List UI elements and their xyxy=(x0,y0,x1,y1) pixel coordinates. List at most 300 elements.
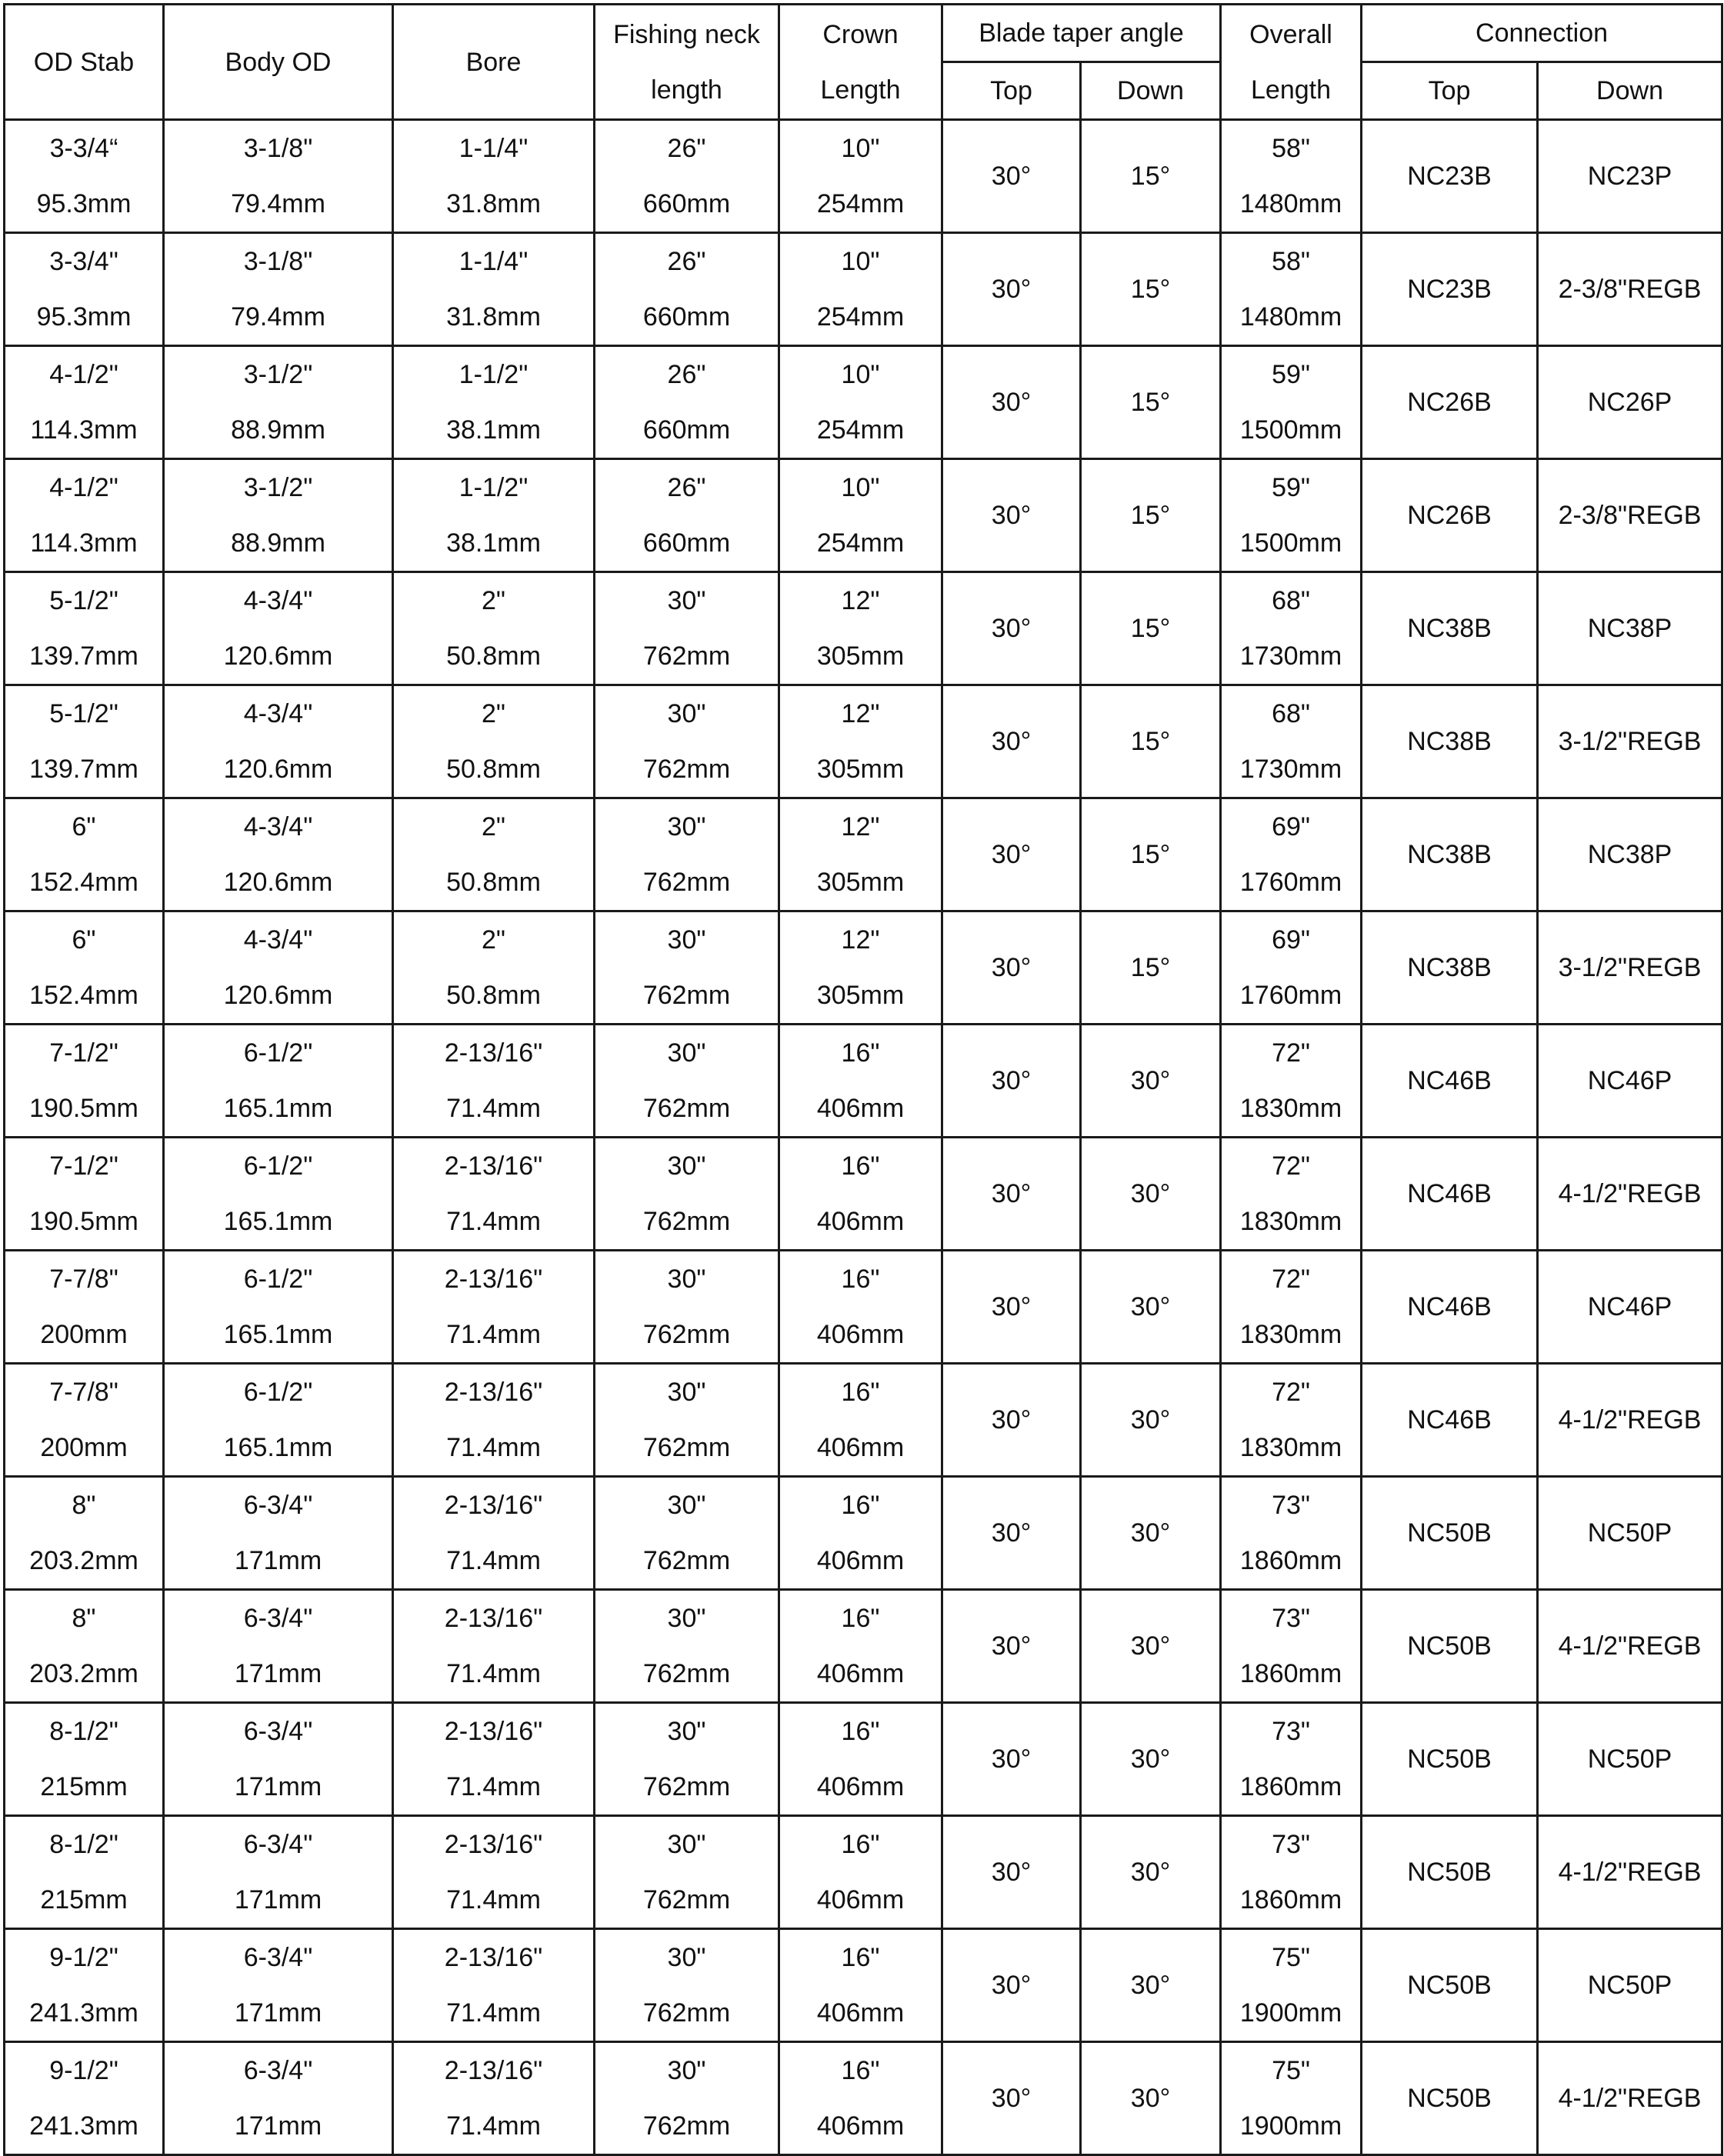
cell-fishing-neck xyxy=(595,798,779,911)
cell-fishing-neck xyxy=(595,1816,779,1929)
cell-od-stab-line1: 8" xyxy=(72,1604,96,1633)
cell-overall-line2: 1900mm xyxy=(1239,1998,1342,2028)
cell-fishing-neck-line2: 660mm xyxy=(642,189,731,218)
table-row xyxy=(5,1138,1722,1251)
cell-od-stab xyxy=(5,1703,164,1816)
cell-body-od xyxy=(164,120,393,233)
cell-body-od-line1: 3-1/8" xyxy=(243,247,313,276)
header-conn-top: Top xyxy=(1362,62,1538,120)
table-row xyxy=(5,1251,1722,1364)
table-row xyxy=(5,1025,1722,1138)
cell-overall-line2: 1900mm xyxy=(1239,2111,1342,2141)
cell-body-od-line2: 165.1mm xyxy=(223,1433,333,1462)
cell-bore xyxy=(393,1138,595,1251)
cell-conn-top: NC46B xyxy=(1362,1364,1538,1477)
cell-body-od-line1: 3-1/8" xyxy=(243,134,313,163)
cell-fishing-neck-line2: 762mm xyxy=(642,1659,731,1688)
cell-od-stab-line2: 190.5mm xyxy=(29,1207,138,1236)
cell-bore-line2: 71.4mm xyxy=(446,1998,541,2028)
cell-fishing-neck-line2: 762mm xyxy=(642,1433,731,1462)
cell-taper-top: 30° xyxy=(942,798,1081,911)
cell-crown-line2: 305mm xyxy=(816,755,905,784)
cell-body-od-line1: 4-3/4" xyxy=(243,699,313,728)
cell-od-stab xyxy=(5,1025,164,1138)
cell-od-stab-line2: 114.3mm xyxy=(30,528,138,558)
cell-body-od-line2: 88.9mm xyxy=(231,528,325,558)
cell-bore-line2: 38.1mm xyxy=(446,528,541,558)
cell-overall-line2: 1760mm xyxy=(1239,981,1342,1010)
header-row-1 xyxy=(5,5,1722,62)
cell-bore-line1: 2-13/16" xyxy=(444,1378,543,1407)
cell-fishing-neck xyxy=(595,1929,779,2042)
cell-overall xyxy=(1221,1251,1362,1364)
cell-taper-top: 30° xyxy=(942,1364,1081,1477)
cell-overall-line1: 58" xyxy=(1272,247,1310,276)
cell-fishing-neck-line2: 762mm xyxy=(642,1207,731,1236)
cell-fishing-neck-line2: 762mm xyxy=(642,641,731,671)
cell-overall-line2: 1480mm xyxy=(1239,189,1342,218)
header-fishing-neck xyxy=(595,5,779,120)
cell-bore-line1: 2-13/16" xyxy=(444,1151,543,1181)
cell-conn-down: NC23P xyxy=(1538,120,1722,233)
cell-bore xyxy=(393,1929,595,2042)
cell-fishing-neck xyxy=(595,2042,779,2155)
cell-bore-line2: 71.4mm xyxy=(446,1659,541,1688)
cell-crown-line2: 254mm xyxy=(816,189,905,218)
cell-overall xyxy=(1221,911,1362,1025)
cell-crown xyxy=(779,1590,942,1703)
cell-conn-down: 4-1/2"REGB xyxy=(1538,2042,1722,2155)
cell-fishing-neck xyxy=(595,459,779,572)
cell-fishing-neck-line1: 30" xyxy=(667,1378,706,1407)
cell-taper-down: 30° xyxy=(1081,1703,1221,1816)
cell-overall xyxy=(1221,233,1362,346)
cell-crown-line1: 16" xyxy=(841,1151,880,1181)
cell-crown xyxy=(779,120,942,233)
cell-body-od xyxy=(164,1251,393,1364)
cell-crown-line2: 406mm xyxy=(816,1094,905,1123)
cell-overall xyxy=(1221,346,1362,459)
cell-conn-down: NC38P xyxy=(1538,798,1722,911)
cell-bore xyxy=(393,120,595,233)
cell-overall-line1: 72" xyxy=(1272,1151,1310,1181)
cell-taper-down: 30° xyxy=(1081,2042,1221,2155)
cell-conn-top: NC50B xyxy=(1362,1477,1538,1590)
cell-od-stab-line1: 6" xyxy=(72,812,96,841)
cell-fishing-neck-line1: 26" xyxy=(667,473,706,502)
cell-crown xyxy=(779,798,942,911)
cell-fishing-neck xyxy=(595,1590,779,1703)
cell-body-od xyxy=(164,572,393,685)
table-row xyxy=(5,346,1722,459)
cell-od-stab-line2: 200mm xyxy=(40,1320,128,1349)
cell-taper-top: 30° xyxy=(942,233,1081,346)
cell-od-stab xyxy=(5,2042,164,2155)
cell-overall-line1: 73" xyxy=(1272,1604,1310,1633)
cell-crown xyxy=(779,1816,942,1929)
header-overall xyxy=(1221,5,1362,120)
cell-overall-line2: 1480mm xyxy=(1239,302,1342,332)
cell-fishing-neck xyxy=(595,1364,779,1477)
table-row xyxy=(5,2042,1722,2155)
cell-overall xyxy=(1221,1364,1362,1477)
cell-bore-line2: 71.4mm xyxy=(446,1320,541,1349)
header-connection: Connection xyxy=(1362,5,1722,62)
cell-crown-line2: 406mm xyxy=(816,1998,905,2028)
cell-conn-top: NC23B xyxy=(1362,233,1538,346)
cell-conn-down: NC26P xyxy=(1538,346,1722,459)
cell-taper-down: 15° xyxy=(1081,459,1221,572)
cell-conn-top: NC46B xyxy=(1362,1138,1538,1251)
cell-taper-top: 30° xyxy=(942,2042,1081,2155)
cell-od-stab xyxy=(5,346,164,459)
cell-body-od xyxy=(164,1477,393,1590)
header-blade-taper: Blade taper angle xyxy=(942,5,1221,62)
cell-crown xyxy=(779,1025,942,1138)
cell-overall-line2: 1860mm xyxy=(1239,1659,1342,1688)
cell-conn-top: NC38B xyxy=(1362,911,1538,1025)
cell-body-od-line1: 3-1/2" xyxy=(243,360,313,389)
cell-body-od-line1: 6-3/4" xyxy=(243,1491,313,1520)
cell-bore-line2: 31.8mm xyxy=(446,189,541,218)
cell-body-od-line2: 120.6mm xyxy=(223,868,333,897)
cell-overall-line2: 1860mm xyxy=(1239,1546,1342,1575)
cell-taper-top: 30° xyxy=(942,120,1081,233)
cell-crown-line1: 10" xyxy=(841,247,880,276)
cell-od-stab-line1: 3-3/4“ xyxy=(49,134,118,163)
cell-od-stab-line2: 203.2mm xyxy=(29,1659,138,1688)
cell-fishing-neck-line2: 660mm xyxy=(642,415,731,445)
cell-fishing-neck-line1: 30" xyxy=(667,2056,706,2085)
cell-od-stab-line1: 4-1/2" xyxy=(49,360,118,389)
cell-overall-line1: 68" xyxy=(1272,699,1310,728)
cell-bore-line1: 1-1/2" xyxy=(459,360,529,389)
cell-taper-top: 30° xyxy=(942,346,1081,459)
header-crown-line1: Crown xyxy=(822,19,899,49)
cell-taper-top: 30° xyxy=(942,1251,1081,1364)
cell-taper-top: 30° xyxy=(942,1703,1081,1816)
cell-crown xyxy=(779,1929,942,2042)
cell-fishing-neck-line1: 30" xyxy=(667,1830,706,1859)
cell-od-stab-line2: 190.5mm xyxy=(29,1094,138,1123)
cell-fishing-neck-line2: 762mm xyxy=(642,755,731,784)
cell-conn-top: NC50B xyxy=(1362,1816,1538,1929)
cell-taper-down: 30° xyxy=(1081,1477,1221,1590)
cell-crown xyxy=(779,1364,942,1477)
cell-conn-top: NC50B xyxy=(1362,2042,1538,2155)
cell-body-od-line1: 6-3/4" xyxy=(243,1943,313,1972)
cell-overall-line1: 75" xyxy=(1272,2056,1310,2085)
cell-body-od xyxy=(164,459,393,572)
cell-overall xyxy=(1221,2042,1362,2155)
cell-fishing-neck-line2: 762mm xyxy=(642,1546,731,1575)
cell-bore xyxy=(393,233,595,346)
cell-fishing-neck xyxy=(595,572,779,685)
cell-od-stab xyxy=(5,1364,164,1477)
cell-fishing-neck-line1: 26" xyxy=(667,134,706,163)
cell-overall-line2: 1830mm xyxy=(1239,1320,1342,1349)
cell-od-stab-line2: 241.3mm xyxy=(29,1998,138,2028)
header-body-od: Body OD xyxy=(164,5,393,120)
cell-body-od-line1: 6-1/2" xyxy=(243,1038,313,1068)
cell-overall xyxy=(1221,1703,1362,1816)
cell-overall-line2: 1830mm xyxy=(1239,1094,1342,1123)
cell-od-stab-line1: 5-1/2" xyxy=(49,699,118,728)
cell-crown-line1: 16" xyxy=(841,1717,880,1746)
cell-overall-line1: 69" xyxy=(1272,812,1310,841)
cell-conn-down: NC50P xyxy=(1538,1477,1722,1590)
cell-conn-down: 3-1/2"REGB xyxy=(1538,685,1722,798)
cell-od-stab-line2: 215mm xyxy=(40,1772,128,1801)
cell-fishing-neck xyxy=(595,1703,779,1816)
cell-bore-line1: 2" xyxy=(482,925,505,955)
cell-od-stab-line2: 139.7mm xyxy=(29,641,138,671)
cell-bore xyxy=(393,911,595,1025)
cell-od-stab-line1: 4-1/2" xyxy=(49,473,118,502)
cell-taper-down: 15° xyxy=(1081,911,1221,1025)
cell-overall-line1: 72" xyxy=(1272,1378,1310,1407)
header-fishing-neck-line1: Fishing neck xyxy=(613,19,760,49)
cell-fishing-neck-line2: 660mm xyxy=(642,528,731,558)
cell-overall-line1: 73" xyxy=(1272,1830,1310,1859)
cell-overall-line1: 59" xyxy=(1272,360,1310,389)
header-crown xyxy=(779,5,942,120)
cell-fishing-neck-line2: 660mm xyxy=(642,302,731,332)
cell-crown xyxy=(779,1138,942,1251)
cell-body-od-line1: 6-3/4" xyxy=(243,1604,313,1633)
cell-od-stab-line1: 7-7/8" xyxy=(49,1265,118,1294)
header-bore: Bore xyxy=(393,5,595,120)
cell-bore xyxy=(393,1703,595,1816)
cell-od-stab xyxy=(5,233,164,346)
cell-body-od-line2: 171mm xyxy=(234,1885,322,1914)
cell-bore-line1: 1-1/2" xyxy=(459,473,529,502)
header-od-stab: OD Stab xyxy=(5,5,164,120)
cell-fishing-neck-line2: 762mm xyxy=(642,1885,731,1914)
cell-od-stab xyxy=(5,1138,164,1251)
cell-overall-line1: 69" xyxy=(1272,925,1310,955)
cell-conn-top: NC38B xyxy=(1362,798,1538,911)
cell-bore-line2: 71.4mm xyxy=(446,2111,541,2141)
cell-overall-line1: 73" xyxy=(1272,1491,1310,1520)
cell-fishing-neck-line2: 762mm xyxy=(642,1320,731,1349)
cell-bore-line2: 71.4mm xyxy=(446,1433,541,1462)
cell-body-od xyxy=(164,1138,393,1251)
cell-bore-line1: 1-1/4" xyxy=(459,247,529,276)
cell-od-stab-line1: 9-1/2" xyxy=(49,1943,118,1972)
cell-conn-down: 4-1/2"REGB xyxy=(1538,1816,1722,1929)
cell-overall-line1: 58" xyxy=(1272,134,1310,163)
cell-crown-line2: 305mm xyxy=(816,641,905,671)
cell-fishing-neck-line2: 762mm xyxy=(642,868,731,897)
cell-od-stab xyxy=(5,911,164,1025)
cell-crown-line1: 12" xyxy=(841,812,880,841)
cell-body-od xyxy=(164,1703,393,1816)
cell-fishing-neck xyxy=(595,233,779,346)
cell-body-od xyxy=(164,911,393,1025)
table-header xyxy=(5,5,1722,120)
cell-taper-down: 15° xyxy=(1081,798,1221,911)
cell-fishing-neck-line1: 30" xyxy=(667,1038,706,1068)
cell-bore-line1: 1-1/4" xyxy=(459,134,529,163)
cell-od-stab-line2: 95.3mm xyxy=(36,189,132,218)
cell-taper-down: 30° xyxy=(1081,1929,1221,2042)
cell-crown-line1: 16" xyxy=(841,1491,880,1520)
cell-body-od-line2: 165.1mm xyxy=(223,1207,333,1236)
cell-fishing-neck-line1: 30" xyxy=(667,1265,706,1294)
table-row xyxy=(5,1477,1722,1590)
cell-overall-line2: 1760mm xyxy=(1239,868,1342,897)
cell-taper-top: 30° xyxy=(942,572,1081,685)
cell-overall-line1: 59" xyxy=(1272,473,1310,502)
cell-conn-down: 4-1/2"REGB xyxy=(1538,1590,1722,1703)
cell-bore xyxy=(393,798,595,911)
cell-crown-line2: 406mm xyxy=(816,1320,905,1349)
cell-bore xyxy=(393,1251,595,1364)
cell-taper-top: 30° xyxy=(942,1590,1081,1703)
cell-crown xyxy=(779,911,942,1025)
cell-overall xyxy=(1221,1477,1362,1590)
table-row xyxy=(5,1364,1722,1477)
header-fishing-neck-line2: length xyxy=(651,75,722,105)
cell-crown-line2: 406mm xyxy=(816,1207,905,1236)
cell-body-od-line2: 120.6mm xyxy=(223,641,333,671)
table-row xyxy=(5,459,1722,572)
cell-crown-line1: 10" xyxy=(841,134,880,163)
cell-bore xyxy=(393,572,595,685)
cell-od-stab-line2: 203.2mm xyxy=(29,1546,138,1575)
cell-crown xyxy=(779,1251,942,1364)
cell-od-stab-line2: 200mm xyxy=(40,1433,128,1462)
table-row xyxy=(5,1929,1722,2042)
cell-od-stab-line1: 7-1/2" xyxy=(49,1038,118,1068)
cell-crown-line2: 406mm xyxy=(816,1546,905,1575)
cell-overall-line2: 1500mm xyxy=(1239,528,1342,558)
cell-crown-line2: 305mm xyxy=(816,981,905,1010)
cell-body-od xyxy=(164,1364,393,1477)
cell-crown xyxy=(779,1477,942,1590)
cell-od-stab xyxy=(5,120,164,233)
cell-bore-line1: 2" xyxy=(482,586,505,615)
cell-conn-down: 2-3/8"REGB xyxy=(1538,233,1722,346)
cell-od-stab-line1: 7-7/8" xyxy=(49,1378,118,1407)
cell-body-od xyxy=(164,685,393,798)
cell-overall xyxy=(1221,1929,1362,2042)
cell-conn-top: NC26B xyxy=(1362,459,1538,572)
cell-body-od-line1: 3-1/2" xyxy=(243,473,313,502)
cell-fishing-neck-line1: 30" xyxy=(667,925,706,955)
header-crown-line2: Length xyxy=(820,75,901,105)
cell-bore xyxy=(393,2042,595,2155)
cell-bore-line2: 50.8mm xyxy=(446,981,541,1010)
cell-bore-line1: 2-13/16" xyxy=(444,1717,543,1746)
cell-overall-line2: 1830mm xyxy=(1239,1433,1342,1462)
cell-od-stab-line2: 152.4mm xyxy=(29,868,138,897)
cell-fishing-neck-line1: 30" xyxy=(667,812,706,841)
cell-conn-top: NC23B xyxy=(1362,120,1538,233)
cell-od-stab-line2: 95.3mm xyxy=(36,302,132,332)
cell-bore-line2: 71.4mm xyxy=(446,1885,541,1914)
cell-body-od xyxy=(164,1590,393,1703)
cell-fishing-neck xyxy=(595,1251,779,1364)
cell-fishing-neck-line2: 762mm xyxy=(642,1772,731,1801)
cell-conn-down: 2-3/8"REGB xyxy=(1538,459,1722,572)
cell-bore-line1: 2-13/16" xyxy=(444,1038,543,1068)
cell-od-stab xyxy=(5,1477,164,1590)
cell-body-od-line1: 4-3/4" xyxy=(243,925,313,955)
cell-bore xyxy=(393,459,595,572)
cell-bore xyxy=(393,346,595,459)
cell-fishing-neck-line1: 30" xyxy=(667,1151,706,1181)
cell-overall-line2: 1730mm xyxy=(1239,641,1342,671)
cell-body-od-line2: 79.4mm xyxy=(231,302,325,332)
cell-od-stab-line1: 6" xyxy=(72,925,96,955)
cell-od-stab-line2: 152.4mm xyxy=(29,981,138,1010)
cell-crown-line2: 406mm xyxy=(816,1433,905,1462)
cell-body-od xyxy=(164,2042,393,2155)
cell-od-stab-line2: 139.7mm xyxy=(29,755,138,784)
cell-body-od-line2: 171mm xyxy=(234,1546,322,1575)
cell-bore-line2: 50.8mm xyxy=(446,641,541,671)
cell-overall-line1: 73" xyxy=(1272,1717,1310,1746)
table-row xyxy=(5,120,1722,233)
cell-taper-down: 30° xyxy=(1081,1025,1221,1138)
cell-fishing-neck xyxy=(595,685,779,798)
cell-bore-line1: 2" xyxy=(482,699,505,728)
cell-fishing-neck xyxy=(595,1025,779,1138)
cell-bore xyxy=(393,1590,595,1703)
cell-body-od-line1: 6-3/4" xyxy=(243,1717,313,1746)
cell-conn-top: NC26B xyxy=(1362,346,1538,459)
cell-overall xyxy=(1221,120,1362,233)
cell-body-od-line1: 6-1/2" xyxy=(243,1378,313,1407)
cell-bore-line1: 2-13/16" xyxy=(444,2056,543,2085)
cell-od-stab xyxy=(5,572,164,685)
cell-overall-line2: 1500mm xyxy=(1239,415,1342,445)
cell-fishing-neck-line2: 762mm xyxy=(642,981,731,1010)
table-row xyxy=(5,798,1722,911)
cell-overall xyxy=(1221,685,1362,798)
cell-body-od xyxy=(164,346,393,459)
cell-bore-line2: 71.4mm xyxy=(446,1094,541,1123)
cell-body-od xyxy=(164,233,393,346)
header-taper-top: Top xyxy=(942,62,1081,120)
cell-crown-line1: 16" xyxy=(841,2056,880,2085)
cell-crown-line2: 254mm xyxy=(816,302,905,332)
cell-taper-top: 30° xyxy=(942,1929,1081,2042)
cell-bore-line2: 50.8mm xyxy=(446,755,541,784)
cell-od-stab xyxy=(5,459,164,572)
cell-conn-down: 4-1/2"REGB xyxy=(1538,1138,1722,1251)
header-overall-line1: Overall xyxy=(1249,19,1332,49)
cell-overall xyxy=(1221,1590,1362,1703)
cell-od-stab xyxy=(5,1816,164,1929)
cell-overall-line1: 68" xyxy=(1272,586,1310,615)
cell-body-od xyxy=(164,1025,393,1138)
cell-taper-down: 15° xyxy=(1081,120,1221,233)
cell-crown-line1: 16" xyxy=(841,1265,880,1294)
cell-taper-top: 30° xyxy=(942,1477,1081,1590)
cell-crown xyxy=(779,685,942,798)
cell-crown-line1: 10" xyxy=(841,360,880,389)
cell-conn-down: 4-1/2"REGB xyxy=(1538,1364,1722,1477)
cell-bore xyxy=(393,685,595,798)
header-overall-line2: Length xyxy=(1251,75,1332,105)
cell-crown-line2: 406mm xyxy=(816,1772,905,1801)
cell-fishing-neck-line2: 762mm xyxy=(642,1094,731,1123)
cell-crown-line1: 12" xyxy=(841,699,880,728)
cell-overall xyxy=(1221,459,1362,572)
